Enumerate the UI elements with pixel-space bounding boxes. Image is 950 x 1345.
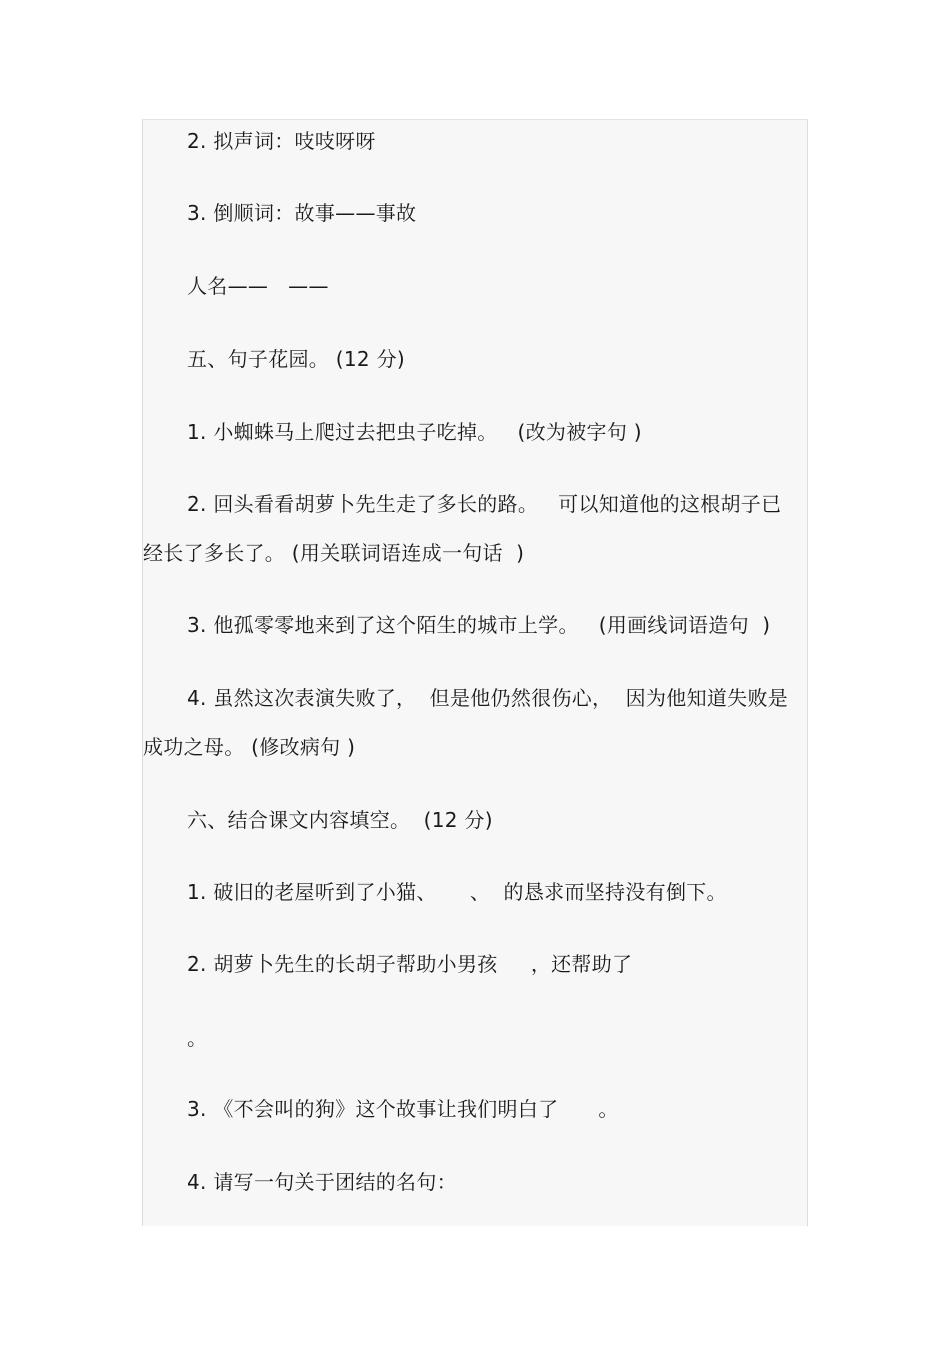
question-six-4: 4. 请写一句关于团结的名句：	[187, 1170, 457, 1194]
section-six-heading: 六、结合课文内容填空。 (12 分)	[187, 808, 493, 832]
onomatopoeia-line: 2. 拟声词：吱吱呀呀	[187, 129, 376, 153]
question-five-2-continued: 经长了多长了。 (用关联词语连成一句话 )	[143, 541, 525, 565]
question-five-4: 4. 虽然这次表演失败了， 但是他仍然很伤心， 因为他知道失败是	[187, 686, 789, 710]
question-five-3: 3. 他孤零零地来到了这个陌生的城市上学。 (用画线词语造句 )	[187, 613, 771, 637]
question-five-2: 2. 回头看看胡萝卜先生走了多长的路。 可以知道他的这根胡子已	[187, 492, 782, 516]
question-six-3: 3. 《不会叫的狗》这个故事让我们明白了 。	[187, 1097, 619, 1121]
question-six-1: 1. 破旧的老屋听到了小猫、 、 的恳求而坚持没有倒下。	[187, 880, 727, 904]
question-five-1: 1. 小蜘蛛马上爬过去把虫子吃掉。 (改为被字句 )	[187, 420, 642, 444]
section-five-heading: 五、句子花园。 (12 分)	[187, 347, 405, 371]
question-six-2-continued: 。	[187, 1026, 208, 1050]
reversible-words-line: 3. 倒顺词：故事——事故	[187, 201, 417, 225]
question-five-4-continued: 成功之母。 (修改病句 )	[143, 735, 356, 759]
question-six-2: 2. 胡萝卜先生的长胡子帮助小男孩 ，还帮助了	[187, 952, 633, 976]
person-name-line: 人名—— ——	[187, 274, 329, 298]
